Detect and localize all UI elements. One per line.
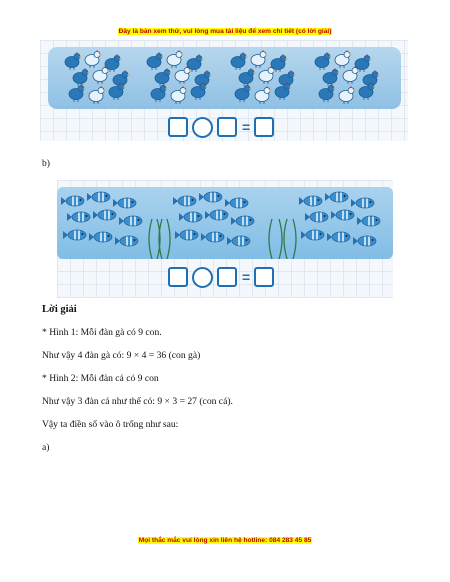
fish-icon (67, 212, 90, 222)
solution-line-1: * Hình 1: Mỗi đàn gà có 9 con. (42, 327, 162, 338)
fish-icon (119, 216, 142, 226)
solution-line-6: a) (42, 442, 50, 453)
fish-icon (231, 216, 254, 226)
fish-icon (327, 232, 350, 242)
chicken-icon (339, 86, 356, 104)
chicken-icon (171, 86, 188, 104)
chicken-icon (69, 84, 86, 102)
equals-sign-2: = (242, 269, 251, 285)
chicken-icon (315, 52, 332, 70)
fish-icon (173, 196, 196, 206)
fish-icon (199, 192, 222, 202)
chicken-icon (175, 66, 192, 84)
fish-icon (87, 192, 110, 202)
chicken-icon (155, 68, 172, 86)
fish-icon (179, 212, 202, 222)
chicken-icon (89, 86, 106, 104)
fish-icon (175, 230, 198, 240)
solution-heading: Lời giải (42, 304, 77, 315)
equation-row-2 (168, 267, 278, 287)
chicken-icon (239, 68, 256, 86)
seaweed-icon (279, 219, 282, 259)
chicken-icon (235, 84, 252, 102)
fish-icon (227, 236, 250, 246)
seaweed-icon (284, 219, 287, 259)
fish-schools-illustration (57, 187, 393, 259)
fish-icon (115, 236, 138, 246)
fish-icon (325, 192, 348, 202)
chicken-scene (48, 47, 401, 109)
solution-line-2: Như vậy 4 đàn gà có: 9 × 4 = 36 (con gà) (42, 350, 201, 361)
fish-icon (93, 210, 116, 220)
footer-notice: Mọi thắc mắc vui lòng xin liên hệ hotline: 084 283 45 85 (138, 537, 312, 544)
fish-icon (225, 198, 248, 208)
chicken-icon (231, 52, 248, 70)
fish-icon (357, 216, 380, 226)
operator-circle-1[interactable] (192, 117, 213, 138)
equals-sign-1: = (242, 119, 251, 135)
fish-icon (61, 196, 84, 206)
chicken-flocks-illustration (48, 47, 401, 109)
chicken-icon (73, 68, 90, 86)
seaweed-icon (167, 219, 170, 259)
chicken-icon (147, 52, 164, 70)
fish-icon (301, 230, 324, 240)
fish-icon (63, 230, 86, 240)
header-notice: Đây là bản xem thử, vui lòng mua tài liệu để xem chi tiết (có lời giải) (118, 28, 332, 35)
fish-icon (205, 210, 228, 220)
seaweed-icon (293, 219, 296, 259)
fish-icon (351, 198, 374, 208)
fish-icon (299, 196, 322, 206)
part-b-label: b) (42, 158, 50, 169)
fish-icon (201, 232, 224, 242)
chicken-icon (323, 68, 340, 86)
chicken-icon (343, 66, 360, 84)
solution-line-3: * Hình 2: Mỗi đàn cá có 9 con (42, 373, 159, 384)
chicken-icon (151, 84, 168, 102)
chicken-icon (259, 66, 276, 84)
equation-row-1 (168, 117, 278, 137)
seaweed-icon (269, 219, 272, 259)
result-box-1[interactable] (254, 117, 274, 137)
seaweed-icon (149, 219, 152, 259)
result-box-2[interactable] (254, 267, 274, 287)
chicken-icon (93, 66, 110, 84)
solution-line-5: Vậy ta điền số vào ô trống như sau: (42, 419, 179, 430)
chicken-icon (85, 50, 102, 68)
fish-icon (89, 232, 112, 242)
chicken-icon (335, 50, 352, 68)
chicken-icon (319, 84, 336, 102)
solution-line-4: Như vậy 3 đàn cá như thế có: 9 × 3 = 27 (con cá). (42, 396, 233, 407)
chicken-icon (65, 52, 82, 70)
chicken-icon (251, 50, 268, 68)
fish-scene (57, 187, 393, 259)
chicken-icon (255, 86, 272, 104)
answer-box-1[interactable] (168, 117, 188, 137)
fish-icon (331, 210, 354, 220)
answer-box-4[interactable] (217, 267, 237, 287)
chicken-icon (167, 50, 184, 68)
fish-icon (113, 198, 136, 208)
fish-icon (353, 236, 376, 246)
operator-circle-2[interactable] (192, 267, 213, 288)
fish-icon (305, 212, 328, 222)
answer-box-3[interactable] (168, 267, 188, 287)
answer-box-2[interactable] (217, 117, 237, 137)
